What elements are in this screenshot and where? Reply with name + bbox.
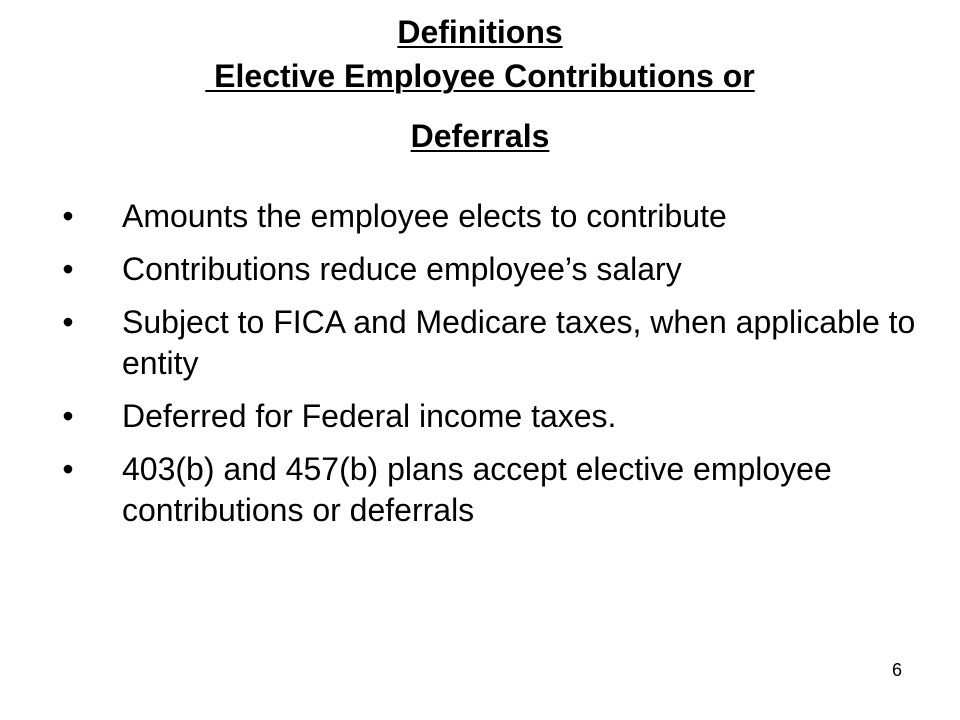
bullet-text: Subject to FICA and Medicare taxes, when applicable to entity	[122, 304, 916, 381]
title-line-definitions: Definitions	[397, 14, 563, 50]
bullet-item	[0, 302, 960, 384]
title-line-elective-contributions: Elective Employee Contributions or	[205, 58, 755, 94]
bullet-text: Amounts the employee elects to contribute	[122, 198, 727, 234]
bullet-dot-icon: •	[62, 304, 74, 340]
slide-number: 6	[891, 660, 902, 680]
slide-title	[60, 10, 900, 158]
bullet-text: Contributions reduce employee’s salary	[122, 251, 682, 287]
bullet-text: Deferred for Federal income taxes.	[122, 398, 617, 434]
bullet-list	[0, 196, 960, 543]
bullet-text: 403(b) and 457(b) plans accept elective employee contributions or deferrals	[122, 451, 832, 528]
bullet-item	[0, 196, 960, 237]
bullet-dot-icon: •	[62, 198, 74, 234]
bullet-item	[0, 396, 960, 437]
bullet-dot-icon: •	[62, 251, 74, 287]
title-line-deferrals: Deferrals	[410, 118, 550, 154]
bullet-dot-icon: •	[62, 398, 74, 434]
bullet-dot-icon: •	[62, 451, 74, 487]
bullet-item	[0, 449, 960, 531]
bullet-item	[0, 249, 960, 290]
